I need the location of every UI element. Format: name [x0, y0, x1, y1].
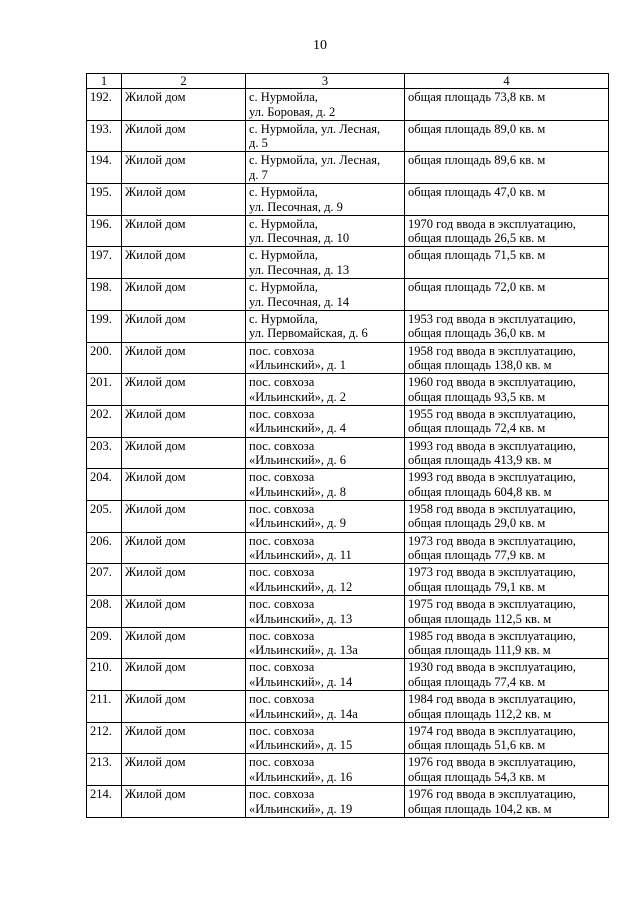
object-address — [246, 405, 405, 437]
characteristics-line: 1960 год ввода в эксплуатацию, — [408, 375, 576, 390]
table-row — [87, 627, 609, 659]
object-address — [246, 532, 405, 564]
address-line: «Ильинский», д. 14а — [249, 706, 358, 721]
object-name: Жилой дом — [122, 405, 246, 437]
address-line: с. Нурмойла, — [249, 185, 318, 200]
table-row — [87, 659, 609, 691]
address-line: пос. совхоза — [249, 501, 315, 516]
address-line: пос. совхоза — [249, 660, 315, 675]
address-line: пос. совхоза — [249, 533, 315, 548]
characteristics-line: общая площадь 47,0 кв. м — [408, 185, 546, 200]
table-row — [87, 310, 609, 342]
address-line: «Ильинский», д. 16 — [249, 769, 353, 784]
object-name: Жилой дом — [122, 469, 246, 501]
characteristics-line — [408, 295, 605, 310]
characteristics-line — [408, 136, 605, 151]
object-name: Жилой дом — [122, 120, 246, 152]
object-address — [246, 437, 405, 469]
object-address — [246, 215, 405, 247]
address-line: пос. совхоза — [249, 406, 315, 421]
object-characteristics — [405, 596, 609, 628]
row-number: 195. — [87, 184, 122, 216]
object-address — [246, 659, 405, 691]
table-row — [87, 215, 609, 247]
address-line: пос. совхоза — [249, 787, 315, 802]
object-address — [246, 691, 405, 723]
object-characteristics — [405, 152, 609, 184]
characteristics-line: общая площадь 54,3 кв. м — [408, 769, 546, 784]
characteristics-line: общая площадь 138,0 кв. м — [408, 358, 552, 372]
object-address — [246, 120, 405, 152]
characteristics-line: 1930 год ввода в эксплуатацию, — [408, 660, 576, 675]
row-number: 199. — [87, 310, 122, 342]
object-characteristics — [405, 627, 609, 659]
address-line: «Ильинский», д. 11 — [249, 548, 352, 563]
address-line: пос. совхоза — [249, 470, 315, 485]
row-number: 198. — [87, 279, 122, 311]
table-row — [87, 279, 609, 311]
object-address — [246, 310, 405, 342]
object-characteristics — [405, 722, 609, 754]
object-name: Жилой дом — [122, 500, 246, 532]
object-name: Жилой дом — [122, 786, 246, 818]
address-line: пос. совхоза — [249, 565, 315, 580]
table-row — [87, 596, 609, 628]
object-name: Жилой дом — [122, 659, 246, 691]
object-characteristics — [405, 247, 609, 279]
object-name: Жилой дом — [122, 596, 246, 628]
address-line: с. Нурмойла, — [249, 248, 318, 263]
address-line: с. Нурмойла, ул. Лесная, — [249, 153, 381, 168]
characteristics-line: общая площадь 79,1 кв. м — [408, 579, 546, 594]
object-address — [246, 279, 405, 311]
object-characteristics — [405, 342, 609, 374]
object-characteristics — [405, 469, 609, 501]
characteristics-line: общая площадь 26,5 кв. м — [408, 231, 546, 246]
object-name: Жилой дом — [122, 279, 246, 311]
object-characteristics — [405, 310, 609, 342]
address-line: с. Нурмойла, — [249, 280, 318, 295]
characteristics-line: 1973 год ввода в эксплуатацию, — [408, 565, 576, 580]
address-line: «Ильинский», д. 13а — [249, 643, 358, 658]
table-row — [87, 722, 609, 754]
row-number: 205. — [87, 500, 122, 532]
object-characteristics — [405, 120, 609, 152]
address-line: ул. Песочная, д. 9 — [249, 199, 343, 214]
object-name: Жилой дом — [122, 184, 246, 216]
object-characteristics — [405, 564, 609, 596]
address-line: «Ильинский», д. 6 — [249, 453, 346, 468]
row-number: 192. — [87, 89, 122, 121]
address-line: ул. Первомайская, д. 6 — [249, 326, 368, 341]
characteristics-line — [408, 263, 605, 278]
object-address — [246, 89, 405, 121]
object-name: Жилой дом — [122, 627, 246, 659]
characteristics-line: 1976 год ввода в эксплуатацию, — [408, 755, 576, 770]
table-row — [87, 152, 609, 184]
object-name: Жилой дом — [122, 374, 246, 406]
characteristics-line: общая площадь 36,0 кв. м — [408, 326, 546, 341]
table-row — [87, 469, 609, 501]
object-address — [246, 374, 405, 406]
object-name: Жилой дом — [122, 342, 246, 374]
row-number: 200. — [87, 342, 122, 374]
object-address — [246, 596, 405, 628]
table-row — [87, 532, 609, 564]
address-line: пос. совхоза — [249, 628, 315, 643]
address-line: ул. Боровая, д. 2 — [249, 104, 336, 119]
object-address — [246, 500, 405, 532]
address-line: пос. совхоза — [249, 692, 315, 707]
object-name: Жилой дом — [122, 437, 246, 469]
row-number: 209. — [87, 627, 122, 659]
table-row — [87, 500, 609, 532]
object-name: Жилой дом — [122, 310, 246, 342]
object-characteristics — [405, 89, 609, 121]
address-line: ул. Песочная, д. 10 — [249, 231, 350, 246]
object-address — [246, 152, 405, 184]
characteristics-line: 1984 год ввода в эксплуатацию, — [408, 692, 576, 707]
characteristics-line: 1970 год ввода в эксплуатацию, — [408, 216, 576, 231]
row-number: 214. — [87, 786, 122, 818]
characteristics-line: общая площадь 51,6 кв. м — [408, 738, 546, 753]
address-line: пос. совхоза — [249, 375, 315, 390]
table-row — [87, 691, 609, 723]
address-line: «Ильинский», д. 13 — [249, 611, 353, 626]
address-line: пос. совхоза — [249, 755, 315, 770]
address-line: «Ильинский», д. 9 — [249, 516, 346, 531]
table-row — [87, 184, 609, 216]
characteristics-line: общая площадь 104,2 кв. м — [408, 801, 552, 816]
address-line: с. Нурмойла, — [249, 216, 318, 231]
characteristics-line: 1976 год ввода в эксплуатацию, — [408, 787, 576, 802]
row-number: 203. — [87, 437, 122, 469]
address-line: «Ильинский», д. 15 — [249, 738, 353, 753]
address-line: пос. совхоза — [249, 343, 315, 358]
object-address — [246, 247, 405, 279]
row-number: 204. — [87, 469, 122, 501]
object-address — [246, 564, 405, 596]
address-line: с. Нурмойла, ул. Лесная, — [249, 121, 381, 136]
object-name: Жилой дом — [122, 564, 246, 596]
characteristics-line: общая площадь 413,9 кв. м — [408, 453, 552, 468]
address-line: д. 7 — [249, 167, 268, 182]
object-name: Жилой дом — [122, 247, 246, 279]
row-number: 197. — [87, 247, 122, 279]
characteristics-line: общая площадь 77,9 кв. м — [408, 548, 546, 563]
table-row — [87, 247, 609, 279]
characteristics-line — [408, 105, 605, 120]
row-number: 201. — [87, 374, 122, 406]
row-number: 210. — [87, 659, 122, 691]
characteristics-line: 1993 год ввода в эксплуатацию, — [408, 438, 576, 453]
characteristics-line: 1973 год ввода в эксплуатацию, — [408, 533, 576, 548]
address-line: с. Нурмойла, — [249, 311, 318, 326]
row-number: 193. — [87, 120, 122, 152]
row-number: 202. — [87, 405, 122, 437]
table-row — [87, 342, 609, 374]
object-address — [246, 754, 405, 786]
address-line: с. Нурмойла, — [249, 90, 318, 104]
object-address — [246, 627, 405, 659]
characteristics-line: общая площадь 112,2 кв. м — [408, 706, 552, 721]
object-name: Жилой дом — [122, 532, 246, 564]
characteristics-line: общая площадь 112,5 кв. м — [408, 611, 552, 626]
table-row — [87, 754, 609, 786]
column-header-1: 1 — [87, 74, 122, 89]
row-number: 213. — [87, 754, 122, 786]
address-line: ул. Песочная, д. 14 — [249, 294, 350, 309]
object-characteristics — [405, 500, 609, 532]
row-number: 196. — [87, 215, 122, 247]
column-header-2: 2 — [122, 74, 246, 89]
address-line: «Ильинский», д. 19 — [249, 801, 353, 816]
object-characteristics — [405, 374, 609, 406]
address-line: ул. Песочная, д. 13 — [249, 262, 350, 277]
object-name: Жилой дом — [122, 722, 246, 754]
row-number: 194. — [87, 152, 122, 184]
characteristics-line — [408, 168, 605, 183]
object-name: Жилой дом — [122, 215, 246, 247]
characteristics-line: общая площадь 93,5 кв. м — [408, 389, 546, 404]
object-characteristics — [405, 754, 609, 786]
property-table — [86, 73, 609, 818]
row-number: 212. — [87, 722, 122, 754]
table-row — [87, 564, 609, 596]
characteristics-line: 1958 год ввода в эксплуатацию, — [408, 343, 576, 358]
address-line: «Ильинский», д. 2 — [249, 389, 346, 404]
object-characteristics — [405, 279, 609, 311]
row-number: 208. — [87, 596, 122, 628]
object-address — [246, 342, 405, 374]
characteristics-line: 1993 год ввода в эксплуатацию, — [408, 470, 576, 485]
address-line: пос. совхоза — [249, 438, 315, 453]
address-line: «Ильинский», д. 1 — [249, 358, 346, 372]
address-line: «Ильинский», д. 12 — [249, 579, 353, 594]
object-characteristics — [405, 437, 609, 469]
object-name: Жилой дом — [122, 691, 246, 723]
row-number: 206. — [87, 532, 122, 564]
object-characteristics — [405, 405, 609, 437]
characteristics-line: общая площадь 72,4 кв. м — [408, 421, 546, 436]
characteristics-line: общая площадь 111,9 кв. м — [408, 643, 551, 658]
characteristics-line: общая площадь 89,6 кв. м — [408, 153, 546, 168]
table-row — [87, 374, 609, 406]
table-row — [87, 437, 609, 469]
column-header-3: 3 — [246, 74, 405, 89]
page-number: 10 — [313, 38, 327, 53]
address-line: «Ильинский», д. 14 — [249, 674, 353, 689]
characteristics-line: 1975 год ввода в эксплуатацию, — [408, 597, 576, 611]
object-characteristics — [405, 215, 609, 247]
characteristics-line: 1985 год ввода в эксплуатацию, — [408, 628, 576, 643]
characteristics-line — [408, 200, 605, 215]
table-row — [87, 786, 609, 818]
table-body — [87, 74, 609, 818]
object-characteristics — [405, 691, 609, 723]
address-line: д. 5 — [249, 136, 268, 151]
characteristics-line: 1958 год ввода в эксплуатацию, — [408, 501, 576, 516]
table-row — [87, 405, 609, 437]
characteristics-line: общая площадь 73,8 кв. м — [408, 90, 546, 104]
characteristics-line: 1955 год ввода в эксплуатацию, — [408, 406, 576, 421]
object-address — [246, 786, 405, 818]
characteristics-line: общая площадь 29,0 кв. м — [408, 516, 546, 531]
object-address — [246, 469, 405, 501]
characteristics-line: общая площадь 77,4 кв. м — [408, 674, 546, 689]
address-line: пос. совхоза — [249, 597, 315, 611]
object-name: Жилой дом — [122, 89, 246, 121]
object-characteristics — [405, 659, 609, 691]
object-address — [246, 184, 405, 216]
table-row — [87, 120, 609, 152]
characteristics-line: 1974 год ввода в эксплуатацию, — [408, 723, 576, 738]
object-address — [246, 722, 405, 754]
address-line: «Ильинский», д. 8 — [249, 484, 346, 499]
object-characteristics — [405, 786, 609, 818]
row-number: 211. — [87, 691, 122, 723]
characteristics-line: 1953 год ввода в эксплуатацию, — [408, 311, 576, 326]
table-row — [87, 89, 609, 121]
row-number: 207. — [87, 564, 122, 596]
address-line: «Ильинский», д. 4 — [249, 421, 346, 436]
address-line: пос. совхоза — [249, 723, 315, 738]
characteristics-line: общая площадь 89,0 кв. м — [408, 121, 546, 136]
characteristics-line: общая площадь 604,8 кв. м — [408, 484, 552, 499]
object-characteristics — [405, 184, 609, 216]
object-characteristics — [405, 532, 609, 564]
object-name: Жилой дом — [122, 754, 246, 786]
column-header-4: 4 — [405, 74, 609, 89]
characteristics-line: общая площадь 71,5 кв. м — [408, 248, 546, 263]
object-name: Жилой дом — [122, 152, 246, 184]
characteristics-line: общая площадь 72,0 кв. м — [408, 280, 546, 295]
column-header-row — [87, 74, 609, 89]
